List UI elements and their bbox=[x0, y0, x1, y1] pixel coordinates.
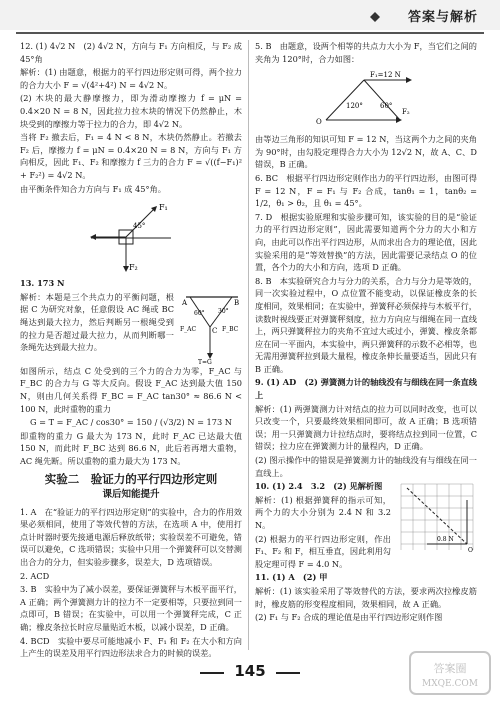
angle-30-label: 30° bbox=[218, 307, 229, 315]
point-b-label: B bbox=[234, 298, 240, 307]
q10-row bbox=[255, 480, 477, 571]
fac-label: F_AC bbox=[180, 325, 197, 333]
q5-answer: 5. B 由题意，设两个相等的共点力大小为 F，当它们之间的夹角为 120°时，合力如图： bbox=[255, 41, 477, 64]
q11-explain-2: (2) F₁ 与 F₂ 合成的理论值是由平行四边形定则作图 bbox=[255, 612, 443, 623]
q12-answer: 12. (1) 4√2 N (2) 4√2 N，方向与 F₁ 方向相反，与 F₂ 成 45°角 bbox=[20, 41, 242, 64]
f2-side bbox=[364, 80, 400, 120]
svg-text:答案圈: 答案圈 bbox=[433, 662, 467, 675]
angle-120-label: 120° bbox=[346, 102, 363, 111]
f1-label: F₁=12 N bbox=[370, 71, 401, 80]
left-column bbox=[20, 40, 242, 661]
right-column bbox=[255, 40, 477, 625]
f-arrowhead bbox=[396, 117, 402, 123]
experiment-title: 实验二 验证力的平行四边形定则 bbox=[44, 472, 218, 487]
q9-answer: 9. (1) AD (2) 弹簧测力计的轴线没有与细线在同一条直线上 bbox=[255, 377, 477, 401]
force-diagram-q13 bbox=[180, 291, 242, 365]
q13-formula: G = T = F_AC / cos30° = 150 / (√3/2) N = 173 N bbox=[30, 417, 232, 428]
page-number: 145 bbox=[234, 662, 266, 680]
header-rule bbox=[16, 32, 484, 34]
header-title: 答案与解析 bbox=[407, 10, 478, 25]
q13-row bbox=[20, 291, 242, 365]
q10-explain-2: (2) 根据力的平行四边形定则，作出 F₁、F₂ 和 F，相互垂直，因此利用勾股定理可得 F = 4.0 N。 bbox=[255, 533, 391, 569]
q12-explain-3: 当将 F₂ 撤去后，F₁ = 4 N < 8 N，木块仍然静止。若撤去 F₂ 后，摩擦力 f = μN = 0.4×20 N = 8 N，方向与 F₁ 方向相反，因此 F₁、F₂ 和摩擦力 f 三力的合力 F = √((f−F₁)² + F₂²) = 4√2 N。 bbox=[20, 132, 242, 180]
q13-explain-1: 解析：本题是三个共点力的平衡问题，根据 C 为研究对象，任意假设 AC 绳或 BC 绳达到最大拉力，然后判断另一根绳受到的拉力是否超过最大拉力，从而判断哪一条绳先达到最大拉力。 bbox=[20, 291, 174, 353]
q3-answer: 3. B 实验中为了减小误差，要保证弹簧秤与木板平面平行，A 正确；两个弹簧测力计的拉力不一定要相等，只要拉到同一点即可，B 错误；在实验中，可以用一个弹簧秤完成，C 正确；橡皮条拉长时应尽量贴近木板，以减小误差，D 正确。 bbox=[20, 584, 242, 632]
q9-explain-1: 解析：(1) 两弹簧测力计对结点的拉力可以同时改变，也可以只改变一个，只要最终效果相同即可，故 A 正确；B 选项错误；用一只弹簧测力计拉结点时，要将结点拉到同一位置，C 错误；拉力应在弹簧测力计的量程内，D 正确。 bbox=[255, 403, 477, 452]
f1-label: F₁ bbox=[159, 203, 168, 213]
q8-answer: 8. B 本实验研究合力与分力的关系，合力与分力是等效的，同一次实验过程中，O 点位置不能变动，以保证橡皮条的长度相同，效果相同；在实验中，弹簧秤必须保持与木板平行，读数时视线要正对弹簧秤刻度，拉力方向应与细绳在同一直线上，两只弹簧秤拉力的夹角不宜过大或过小，弹簧、橡皮条都应在同一平面内，本实验中，两只弹簧秤的示数不必相等，也无需用弹簧秤拉到最大量程，橡皮条伸长量要适当，因此只有 B 正确。 bbox=[255, 275, 477, 374]
q13-answer: 13. 173 N bbox=[20, 278, 65, 289]
q5-explain: 由等边三角形的知识可知 F = 12 N，当这两个力之间的夹角为 90°时，由勾股定理得合力大小为 12√2 N，故 A、C、D 错误，B 正确。 bbox=[255, 134, 477, 170]
q6-answer: 6. BC 根据平行四边形定则作出力的平行四边形，由图可得 F = 12 N，F = F₁ 与 F₂ 合成，tanθ₁ = 1，tanθ₂ = 1/2，θ₁ > θ₂，且 θ₁ = 45°。 bbox=[255, 172, 477, 209]
page-number-rule-right bbox=[276, 672, 300, 674]
q1-answer: 1. A 在“验证力的平行四边形定则”的实验中，合力的作用效果必须相同，使用了等效代替的方法，在选项 A 中，使用打点计时器时要先接通电源后释放纸带；实验误差不可避免，错误可以避免，C 选项错误；实验中只用一个弹簧秤可以交替测出合力的分力，但实验步骤多，误差大，D 选项错误。 bbox=[20, 506, 242, 568]
f1-side bbox=[326, 80, 364, 120]
exercise-subtitle: 课后知能提升 bbox=[102, 489, 160, 501]
angle-60-label: 60° bbox=[194, 309, 205, 317]
q13-explain-2: 如图所示，结点 C 处受到的三个力的合力为零，F_AC 与 F_BC 的合力与 G 等大反向。假设 F_AC 达到最大值 150 N，则由几何关系得 F_BC = F_AC tan30° ≈ 86.6 N < 100 N，此时重物的重力 bbox=[20, 365, 242, 414]
f2-label: F₂ bbox=[402, 108, 410, 117]
q9-explain-2: (2) 图示操作中的错误是弹簧测力计的轴线没有与细线在同一直线上。 bbox=[255, 455, 477, 478]
origin-label: O bbox=[468, 547, 473, 555]
q12-explain-1: 解析：(1) 由题意，根据力的平行四边形定则可得，两个拉力的合力大小 F = √(4²+4²) N = 4√2 N。 bbox=[20, 67, 242, 90]
scale-label: 0.8 N bbox=[437, 536, 454, 544]
force-diagram-q5 bbox=[306, 68, 426, 130]
origin-label: O bbox=[316, 118, 322, 127]
friction-arrowhead bbox=[90, 234, 96, 240]
f1-arrowhead bbox=[406, 77, 412, 83]
angle-60-label: 60° bbox=[380, 102, 393, 111]
angle-label: 45° bbox=[133, 222, 146, 231]
column-divider bbox=[248, 40, 249, 650]
f2-label: F₂ bbox=[129, 263, 138, 273]
point-a-label: A bbox=[182, 298, 188, 307]
svg-text:MXQE.COM: MXQE.COM bbox=[422, 679, 478, 689]
point-c-label: C bbox=[212, 326, 218, 335]
q13-explain-3: 即重物的重力 G 最大为 173 N，此时 F_AC 已达最大值 150 N，而此时 F_BC 达到 86.6 N，此后若再增大重物，AC 绳先断。所以重物的重力最大为 173 N。 bbox=[20, 430, 242, 466]
q10-explain-1: 解析：(1) 根据弹簧秤的指示可知，两个力的大小分别为 2.4 N 和 3.2 N。 bbox=[255, 494, 391, 530]
grid-diagram-q10 bbox=[397, 480, 477, 554]
q2-answer: 2. ACD bbox=[20, 570, 50, 581]
q11-explain-1: 解析：(1) 该实验采用了等效替代的方法，要求两次拉橡皮筋时，橡皮筋的形变程度相同，效果相同，故 A 正确。 bbox=[255, 585, 477, 609]
fbc-label: F_BC bbox=[222, 325, 239, 333]
tg-label: T=G bbox=[198, 358, 212, 365]
q7-answer: 7. D 根据实验原理和实验步骤可知，该实验的目的是“验证力的平行四边形定则”，因此需要知道两个分力的大小和方向，由此可以作出平行四边形，从而求出合力的理论值，因此实验采用的是“等效替换”的方法，因此需要记录结点 O 的位置，各个力的大小和方向，选项 D 正确。 bbox=[255, 211, 477, 273]
q10-answer: 10. (1) 2.4 3.2 (2) 见解析图 bbox=[255, 481, 383, 492]
force-diagram-q12 bbox=[71, 198, 191, 274]
q4-answer: 4. BCD 实验中要尽可能地减小 F、F₁ 和 F₂ 在大小和方向上产生的误差及用平行四边形法求合力的时候的误差。 bbox=[20, 635, 242, 659]
q12-explain-2: (2) 木块的最大静摩擦力，即为滑动摩擦力 f = μN = 0.4×20 N = 8 N，因此拉力拉木块的情况下仍然静止，木块受到的摩擦力等于拉力的合力，即 4√2 N。 bbox=[20, 93, 242, 129]
q12-explain-4: 由平衡条件知合力方向与 F₁ 成 45°角。 bbox=[20, 183, 166, 194]
q11-answer: 11. (1) A (2) 甲 bbox=[255, 572, 328, 583]
watermark-logo bbox=[408, 648, 492, 698]
